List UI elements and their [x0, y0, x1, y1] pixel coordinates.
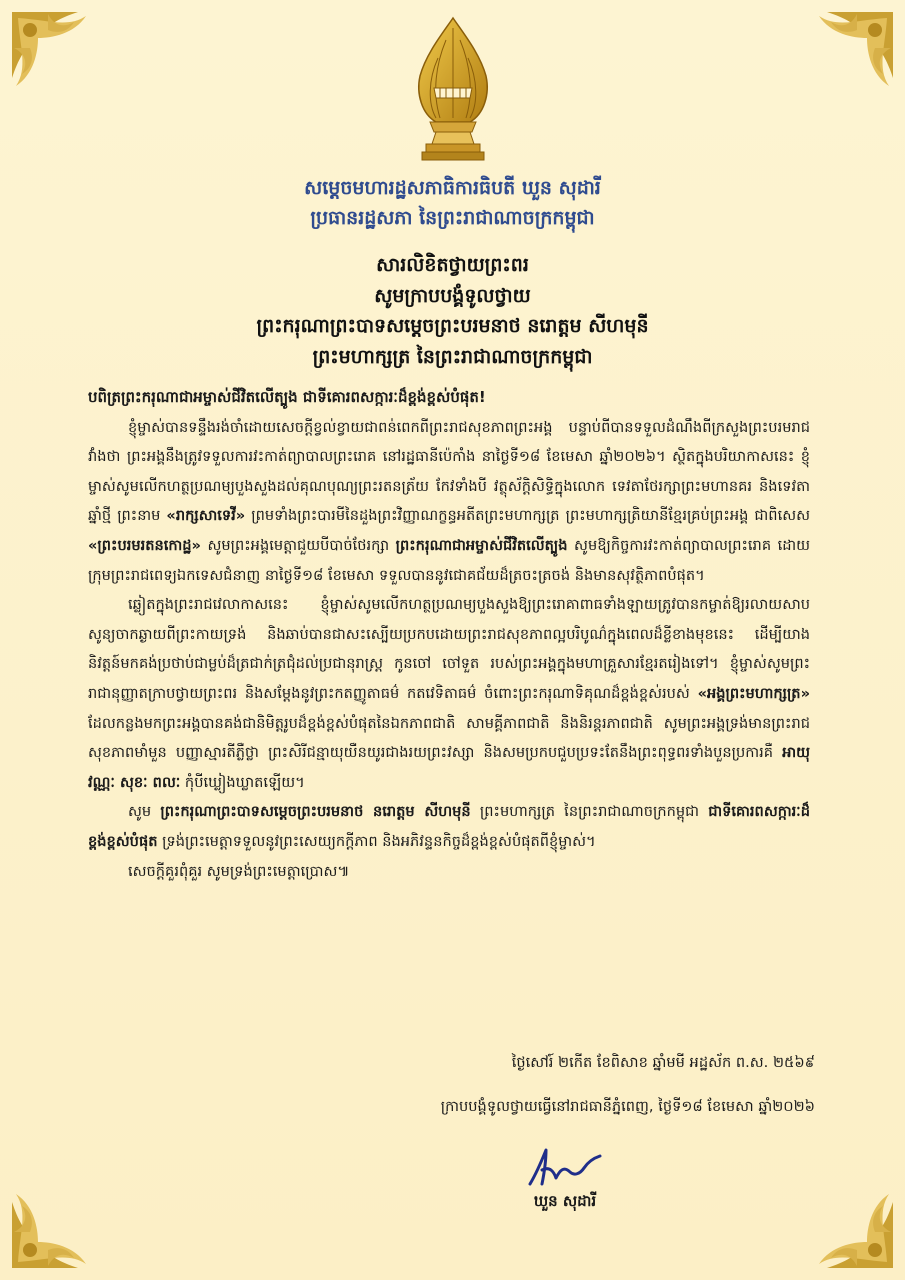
text-run: ដែលកន្លងមកព្រះអង្គបានគង់ជានិមិត្តរូបដ៏ខ្ពង់ខ្ពស់បំផុតនៃឯកភាពជាតិ សាមគ្គីភាពជាតិ និងនិរន្តរភាពជាតិ សូមព្រះអង្គទ្រង់មានព្រះរាជសុខភាពមាំមួន បញ្ញាស្មារតីភ្លឺថ្លា ព្រះសិរីជន្មាយុយឺនយូរជាងរយព្រះវស្សា និងសមប្រកបជួបប្រទះតែនឹងព្រះពុទ្ធពរទាំងបួនប្រការគឺ [88, 714, 810, 762]
recipient-title: ព្រះមហាក្សត្រ នៃព្រះរាជាណាចក្រកម្ពុជា [312, 346, 593, 368]
text-run: ព្រះមហាក្សត្រ នៃព្រះរាជាណាចក្រកម្ពុជា [470, 803, 709, 821]
bold-run: ព្រះករុណាជាអម្ចាស់ជីវិតលើត្បូង [395, 536, 568, 554]
bold-run: «រាក្សសាទេវី» [166, 507, 246, 525]
speaker-title: សម្តេចមហារដ្ឋសភាធិការធិបតី ឃួន សុដារី [304, 177, 601, 199]
corner-ornament-bottom-left [8, 1162, 118, 1272]
paragraph-1 [88, 413, 810, 591]
paragraph-2 [88, 590, 810, 797]
corner-ornament-top-right [787, 8, 897, 118]
letter-subtitle: សូមក្រាបបង្គំទូលថ្វាយ [374, 285, 531, 307]
text-run: សូមឱ្យកិច្ចការវះកាត់ព្យាបាលព្រះរោគ ដោយក្រុមព្រះរាជពេទ្យឯកទេសជំនាញ នាថ្ងៃទី១៨ ខែមេសា ទទួលបាននូវជោគជ័យដ៏ត្រចះត្រចង់ និងមានសុវត្ថិភាពបំផុត។ [88, 536, 811, 584]
text-run: ខ្ញុំម្ចាស់បានទន្ទឹងរង់ចាំដោយសេចក្តីខ្វល់ខ្វាយជាពន់ពេកពីព្រះរាជសុខភាពព្រះអង្គ បន្ទាប់ពីបានទទួលដំណឹងពីក្រសួងព្រះបរមរាជវាំងថា ព្រះអង្គនឹងត្រូវទទួលការវះកាត់ព្យាបាលព្រះរោគ នៅរដ្ឋធានីប៉េកាំង នាថ្ងៃទី១៨ ខែមេសា ឆ្នាំ២០២៦។ ស្ថិតក្នុងបរិយាកាសនេះ ខ្ញុំម្ចាស់សូមលើកហត្ថប្រណម្យបួងសួងដល់គុណបុណ្យព្រះរតនត្រ័យ កែវទាំងបី វត្ថុស័ក្តិសិទ្ធិក្នុងលោក ទេវតាថែរក្សាព្រះមហានគរ និងទេវតាឆ្នាំថ្មី ព្រះនាម [88, 418, 810, 525]
bold-run: អាយុ វណ្ណៈ សុខៈ ពលៈ [88, 744, 810, 791]
bold-run: «ព្រះបរមរតនកោដ្ឋ» [88, 536, 201, 554]
recipient-name: ព្រះករុណាព្រះបាទសម្តេចព្រះបរមនាថ នរោត្តម សីហមុនី [256, 315, 649, 337]
bold-run: ជាទីគោរពសក្ការៈដ៏ខ្ពង់ខ្ពស់បំផុត [88, 803, 810, 850]
closing-line: សេចក្តីគួរពុំគួរ សូមទ្រង់ព្រះមេត្តាប្រោស៕ [128, 862, 350, 880]
lunar-date: ថ្ងៃសៅរ៍ ២កើត ខែពិសាខ ឆ្នាំមមី អដ្ឋស័ក ព.ស. ២៥៦៩ [511, 1054, 815, 1071]
text-run: ទ្រង់ព្រះមេត្តាទទួលនូវព្រះសេយ្យកក្តីភាព និងអភិវន្ទនកិច្ចដ៏ខ្ពង់ខ្ពស់បំផុតពីខ្ញុំម្ចាស់។ [157, 832, 596, 850]
place-and-date: ក្រាបបង្គំទូលថ្វាយធ្វើនៅរាជធានីភ្នំពេញ, ថ្ងៃទី១៨ ខែមេសា ឆ្នាំ២០២៦ [440, 1098, 815, 1115]
bold-run: «អង្គព្រះមហាក្សត្រ» [697, 684, 810, 702]
letter-title: សារលិខិតថ្វាយព្រះពរ [376, 254, 529, 276]
paragraph-3 [88, 797, 810, 856]
text-run: សូមព្រះអង្គមេត្តាជួយបីបាច់ថែរក្សា [201, 536, 396, 554]
speaker-position: ប្រធានរដ្ឋសភា នៃព្រះរាជាណាចក្រកម្ពុជា [310, 207, 595, 229]
national-assembly-emblem-icon [412, 14, 494, 166]
text-run: ព្រមទាំងព្រះបារមីនៃដួងព្រះវិញ្ញាណក្ខន្ធអតីតព្រះមហាក្សត្រ ព្រះមហាក្សត្រិយានីខ្មែរគ្រប់ព្រះអង្គ ជាពិសេស [245, 507, 810, 525]
text-run: សូម [128, 803, 161, 821]
letter-body [88, 383, 810, 886]
bold-run: ព្រះករុណាព្រះបាទសម្តេចព្រះបរមនាថ នរោត្តម សីហមុនី [160, 803, 471, 821]
corner-ornament-bottom-right [787, 1162, 897, 1272]
text-run: ឆ្លៀតក្នុងព្រះរាជវេលាកាសនេះ ខ្ញុំម្ចាស់សូមលើកហត្ថប្រណម្យបួងសួងឱ្យព្រះរោគាពាធទាំងឡាយត្រូវបានកម្ចាត់ឱ្យរលាយសាបសូន្យចាកឆ្ងាយពីព្រះកាយទ្រង់ និងឆាប់បានជាសះស្បើយប្រកបដោយព្រះរាជសុខភាពល្អបរិបូណ៌ក្នុងពេលដ៏ខ្លីខាងមុខនេះ ដើម្បីយាងនិវត្តន៍មកគង់ប្រថាប់ជាម្លប់ដ៏ត្រជាក់ត្រជុំដល់ប្រជានុរាស្ត្រ កូនចៅ ចៅទួត របស់ព្រះអង្គក្នុងមហាគ្រួសារខ្មែរតរៀងទៅ។ ខ្ញុំម្ចាស់សូមព្រះរាជានុញ្ញាតក្រាបថ្វាយព្រះពរ និងសម្តែងនូវព្រះកតញ្ញូតាធម៌ កតវេទិតាធម៌ ចំពោះព្រះករុណាទិគុណដ៏ខ្ពង់ខ្ពស់របស់ [88, 596, 810, 702]
handwritten-signature [524, 1144, 604, 1190]
corner-ornament-top-left [8, 8, 118, 118]
signer-name: ឃួន សុដារី [533, 1192, 597, 1210]
text-run: កុំបីឃ្លៀងឃ្លាតឡើយ។ [180, 773, 305, 791]
salutation: បពិត្រព្រះករុណាជាអម្ចាស់ជីវិតលើត្បូង ជាទីគោរពសក្ការៈដ៏ខ្ពង់ខ្ពស់បំផុត! [88, 388, 486, 406]
